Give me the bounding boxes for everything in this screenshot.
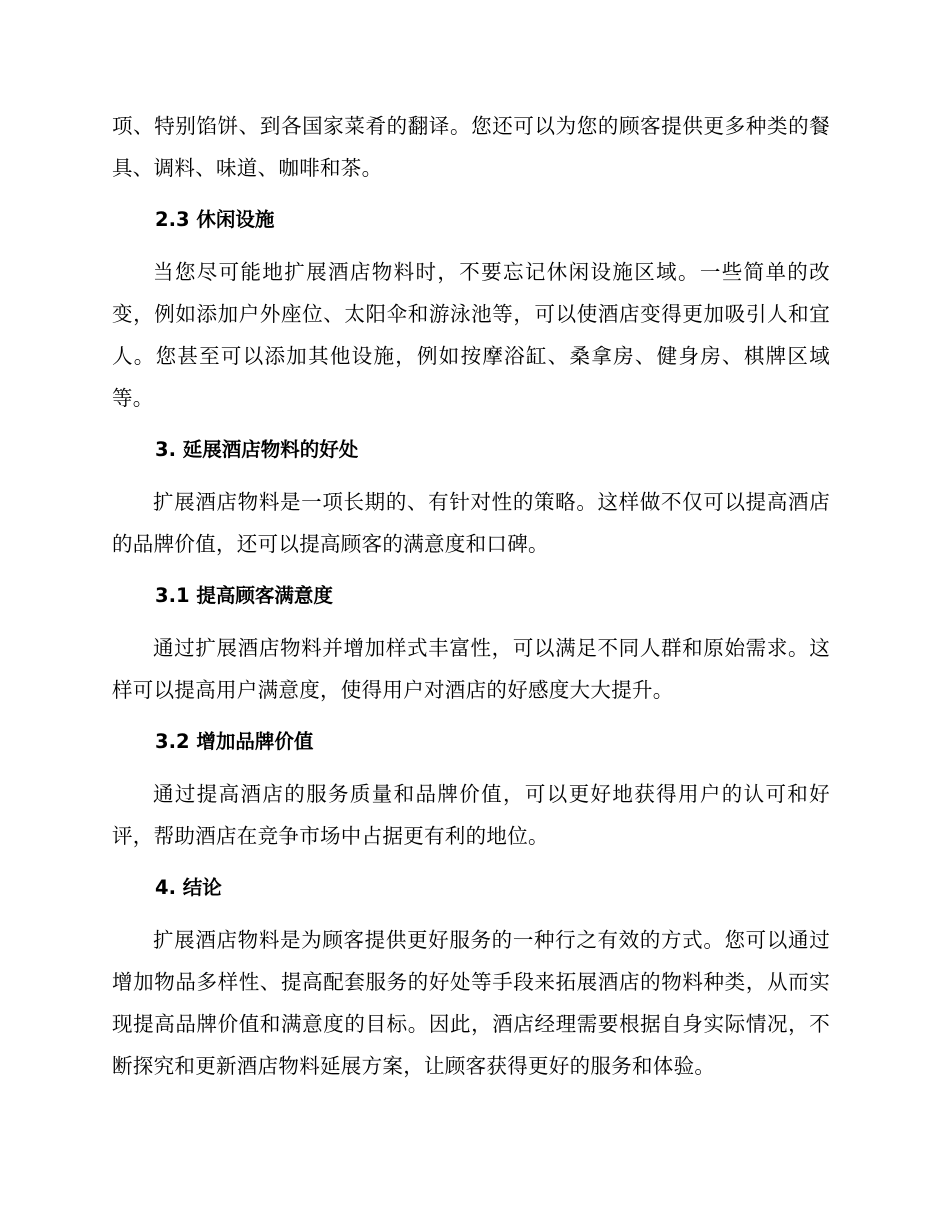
section-heading-3-2: 3.2 增加品牌价值: [155, 730, 314, 753]
paragraph-brand-value: 通过提高酒店的服务质量和品牌价值，可以更好地获得用户的认可和好评，帮助酒店在竞争市场中占据更有利的地位。: [112, 782, 830, 848]
section-heading-2-3: 2.3 休闲设施: [155, 208, 275, 231]
paragraph-benefits: 扩展酒店物料是一项长期的、有针对性的策略。这样做不仅可以提高酒店的品牌价值，还可以提高顾客的满意度和口碑。: [112, 490, 830, 556]
paragraph-continued: 项、特别馅饼、到各国家菜肴的翻译。您还可以为您的顾客提供更多种类的餐具、调料、味道、咖啡和茶。: [112, 114, 830, 180]
section-heading-3-1: 3.1 提高顾客满意度: [155, 584, 333, 607]
section-heading-3: 3. 延展酒店物料的好处: [155, 438, 359, 461]
paragraph-satisfaction: 通过扩展酒店物料并增加样式丰富性，可以满足不同人群和原始需求。这样可以提高用户满意度，使得用户对酒店的好感度大大提升。: [112, 636, 830, 702]
paragraph-leisure-facilities: 当您尽可能地扩展酒店物料时，不要忘记休闲设施区域。一些简单的改变，例如添加户外座位、太阳伞和游泳池等，可以使酒店变得更加吸引人和宜人。您甚至可以添加其他设施，例如按摩浴缸、桑拿房、健身房、棋牌区域等。: [112, 260, 830, 410]
document-page: [112, 105, 830, 1097]
section-heading-4: 4. 结论: [155, 876, 222, 899]
paragraph-conclusion: 扩展酒店物料是为顾客提供更好服务的一种行之有效的方式。您可以通过增加物品多样性、提高配套服务的好处等手段来拓展酒店的物料种类，从而实现提高品牌价值和满意度的目标。因此，酒店经理需要根据自身实际情况，不断探究和更新酒店物料延展方案，让顾客获得更好的服务和体验。: [112, 928, 830, 1078]
